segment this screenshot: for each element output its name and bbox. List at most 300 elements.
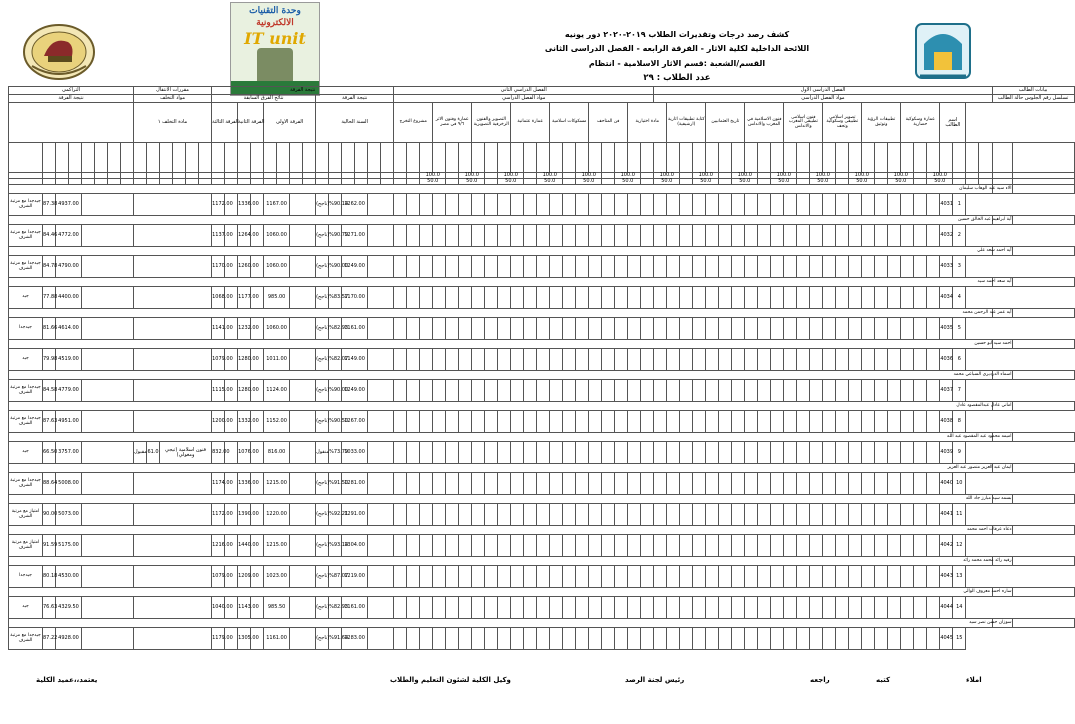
row-number: 11 bbox=[953, 504, 966, 526]
name-gap bbox=[9, 216, 993, 225]
subject-cell bbox=[901, 225, 914, 247]
subject-cell bbox=[849, 628, 862, 650]
y1-mark: 1060.00 bbox=[264, 256, 290, 278]
final-grade: جيد bbox=[9, 597, 43, 619]
header-mini bbox=[485, 143, 498, 173]
header-col-y3: الفرقة الثالثة bbox=[212, 103, 238, 143]
header-mini bbox=[875, 143, 888, 173]
subject-cell bbox=[732, 504, 745, 526]
grades-table bbox=[8, 86, 1075, 650]
total-pad bbox=[368, 473, 394, 495]
seat-number: 4045 bbox=[940, 628, 953, 650]
pct: %82.93 bbox=[329, 318, 342, 340]
y2-mark: 1440.00 bbox=[238, 535, 251, 557]
name-gap bbox=[9, 402, 993, 411]
subject-cell bbox=[810, 566, 823, 588]
subject-cell bbox=[810, 473, 823, 495]
subject-cell bbox=[693, 442, 706, 464]
subject-cell bbox=[576, 287, 589, 309]
subject-cell bbox=[641, 628, 654, 650]
subject-cell bbox=[446, 349, 459, 371]
subject-cell bbox=[888, 287, 901, 309]
subject-cell bbox=[420, 225, 433, 247]
subject-cell bbox=[706, 194, 719, 216]
subject-cell bbox=[901, 287, 914, 309]
status: (ناجح) bbox=[316, 318, 329, 340]
header-mini bbox=[134, 143, 147, 173]
subject-cell bbox=[758, 349, 771, 371]
subject-cell bbox=[888, 256, 901, 278]
subject-cell bbox=[667, 504, 680, 526]
status: (ناجح) bbox=[316, 411, 329, 433]
min-mark: 50.0 bbox=[498, 179, 524, 185]
subject-cell bbox=[407, 504, 420, 526]
final-grade: جيدجدا مع مرتبة الشرف bbox=[9, 473, 43, 495]
subject-cell bbox=[524, 194, 537, 216]
subject-cell bbox=[875, 194, 888, 216]
subject-cell bbox=[537, 442, 550, 464]
subject-cell bbox=[719, 411, 732, 433]
subject-cell bbox=[706, 256, 719, 278]
subject-cell bbox=[823, 380, 836, 402]
subject-cell bbox=[446, 194, 459, 216]
subject-cell bbox=[784, 225, 797, 247]
subject-cell bbox=[732, 380, 745, 402]
subject-cell bbox=[680, 256, 693, 278]
header-mini bbox=[459, 143, 472, 173]
subject-cell bbox=[628, 442, 641, 464]
subject-cell bbox=[472, 628, 485, 650]
header-mini bbox=[797, 143, 810, 173]
header-mini bbox=[368, 143, 381, 173]
subject-cell bbox=[446, 256, 459, 278]
subject-cell bbox=[472, 380, 485, 402]
cum-total: 4772.00 bbox=[56, 225, 82, 247]
y3-mark: 1079.00 bbox=[212, 349, 225, 371]
subject-cell bbox=[550, 504, 563, 526]
subject-cell bbox=[823, 318, 836, 340]
y1-mark: 985.00 bbox=[264, 287, 290, 309]
header-year-result: نتيجة الفرقة bbox=[212, 87, 394, 95]
subject-cell bbox=[602, 473, 615, 495]
cum-pct: 87.38 bbox=[43, 194, 56, 216]
subject-cell bbox=[693, 194, 706, 216]
subject-cell bbox=[576, 318, 589, 340]
header-subject: كتابة تطبيقات اثارية (ارشيفية) bbox=[667, 103, 706, 143]
pct: %90.14 bbox=[329, 194, 342, 216]
subject-cell bbox=[654, 380, 667, 402]
subject-cell bbox=[407, 442, 420, 464]
subject-cell bbox=[459, 566, 472, 588]
subject-cell bbox=[914, 194, 927, 216]
subject-cell bbox=[498, 194, 511, 216]
y1-mark: 1023.00 bbox=[264, 566, 290, 588]
subject-cell bbox=[706, 225, 719, 247]
seat-number: 4036 bbox=[940, 349, 953, 371]
subject-cell bbox=[472, 597, 485, 619]
subject-cell bbox=[693, 318, 706, 340]
status: (ناجح) bbox=[316, 194, 329, 216]
it-logo-line3: IT unit bbox=[244, 29, 306, 48]
subject-cell bbox=[758, 380, 771, 402]
subject-cell bbox=[862, 473, 875, 495]
subject-cell bbox=[810, 194, 823, 216]
final-grade: جيدجدا bbox=[9, 318, 43, 340]
subject-cell bbox=[498, 566, 511, 588]
cum-pad bbox=[82, 473, 134, 495]
subject-cell bbox=[485, 287, 498, 309]
subject-cell bbox=[550, 442, 563, 464]
subject-cell bbox=[589, 442, 602, 464]
header-term2: الفصل الدراسي الثانى bbox=[394, 87, 654, 95]
subject-cell bbox=[667, 225, 680, 247]
subject-cell bbox=[693, 256, 706, 278]
y1-mark: 1152.00 bbox=[264, 411, 290, 433]
subject-cell bbox=[680, 597, 693, 619]
subject-cell bbox=[862, 318, 875, 340]
subject-cell bbox=[914, 473, 927, 495]
status: (ناجح) bbox=[316, 287, 329, 309]
subject-cell bbox=[901, 628, 914, 650]
cum-pad bbox=[82, 411, 134, 433]
y2-mark: 1280.00 bbox=[238, 380, 251, 402]
student-name: ساره احمد معروف الوالي bbox=[992, 588, 1012, 597]
subject-cell bbox=[888, 597, 901, 619]
total-pad bbox=[368, 411, 394, 433]
y1-grade bbox=[290, 473, 316, 495]
student-name: دعاء عرفات احمد محمد bbox=[992, 526, 1012, 535]
subject-cell bbox=[654, 597, 667, 619]
subject-cell bbox=[602, 380, 615, 402]
header-mini bbox=[69, 143, 82, 173]
y1-grade bbox=[290, 194, 316, 216]
subject-cell bbox=[433, 504, 446, 526]
subject-cell bbox=[784, 411, 797, 433]
subject-cell bbox=[667, 411, 680, 433]
status: (ناجح) bbox=[316, 225, 329, 247]
subject-cell bbox=[797, 473, 810, 495]
row-number: 8 bbox=[953, 411, 966, 433]
subject-cell bbox=[446, 504, 459, 526]
subject-cell bbox=[667, 380, 680, 402]
subject-cell bbox=[511, 442, 524, 464]
header-mini bbox=[654, 143, 667, 173]
header-mini bbox=[628, 143, 641, 173]
cum-total: 3757.00 bbox=[56, 442, 82, 464]
header-subject: التصوير والفنون الزخرفية التصويرية bbox=[472, 103, 511, 143]
subject-cell bbox=[888, 411, 901, 433]
subject-cell bbox=[927, 287, 940, 309]
subject-cell bbox=[550, 287, 563, 309]
name-gap bbox=[9, 340, 993, 349]
subject-cell bbox=[888, 442, 901, 464]
subject-cell bbox=[732, 473, 745, 495]
subject-cell bbox=[784, 473, 797, 495]
subject-cell bbox=[901, 380, 914, 402]
header-mini bbox=[901, 143, 914, 173]
subject-cell bbox=[888, 194, 901, 216]
subject-cell bbox=[576, 380, 589, 402]
header-mini bbox=[381, 143, 394, 173]
subject-cell bbox=[602, 504, 615, 526]
subject-cell bbox=[667, 442, 680, 464]
subject-cell bbox=[433, 535, 446, 557]
total-pad bbox=[368, 442, 394, 464]
subject-cell bbox=[862, 411, 875, 433]
subject-cell bbox=[901, 194, 914, 216]
max-mark: 100.0 bbox=[459, 173, 485, 179]
student-name: احمد سيد ابو حسين bbox=[992, 340, 1012, 349]
y1-grade bbox=[290, 504, 316, 526]
subject-cell bbox=[719, 318, 732, 340]
subject-cell bbox=[498, 287, 511, 309]
header-mini bbox=[966, 143, 979, 173]
student-name: سوزان حسن نصر سيد bbox=[992, 619, 1012, 628]
subject-cell bbox=[836, 349, 849, 371]
pct: %92.21 bbox=[329, 504, 342, 526]
subject-cell bbox=[706, 411, 719, 433]
header-cumulative-sub: نتيجة الفرقة bbox=[9, 95, 134, 103]
header-mini bbox=[160, 143, 173, 173]
cum-total: 4519.00 bbox=[56, 349, 82, 371]
subject-cell bbox=[745, 318, 758, 340]
subject-cell bbox=[498, 318, 511, 340]
header-subject: فنون الاسلامية في المغرب والاندلس bbox=[745, 103, 784, 143]
subject-cell bbox=[680, 225, 693, 247]
subject-cell bbox=[875, 473, 888, 495]
subject-cell bbox=[602, 256, 615, 278]
min-mark: 50.0 bbox=[810, 179, 836, 185]
subject-cell bbox=[758, 504, 771, 526]
total-pad bbox=[368, 504, 394, 526]
cum-total: 5175.00 bbox=[56, 535, 82, 557]
subject-cell bbox=[745, 566, 758, 588]
subject-cell bbox=[628, 535, 641, 557]
subject-cell bbox=[511, 287, 524, 309]
y2-mark: 1177.00 bbox=[238, 287, 251, 309]
cum-total: 5073.00 bbox=[56, 504, 82, 526]
subject-cell bbox=[459, 287, 472, 309]
subject-cell bbox=[719, 287, 732, 309]
header-mini bbox=[719, 143, 732, 173]
cum-pct: 77.88 bbox=[43, 287, 56, 309]
header-mini bbox=[524, 143, 537, 173]
subject-cell bbox=[849, 380, 862, 402]
name-gap bbox=[9, 557, 993, 566]
subject-cell bbox=[797, 597, 810, 619]
name-spacer bbox=[1012, 588, 1074, 597]
final-grade: جيدجدا مع مرتبة الشرف bbox=[9, 194, 43, 216]
row-number: 12 bbox=[953, 535, 966, 557]
subject-cell bbox=[563, 504, 576, 526]
header-mini bbox=[888, 143, 901, 173]
pct: %83.57 bbox=[329, 287, 342, 309]
subject-cell bbox=[420, 597, 433, 619]
subject-cell bbox=[511, 411, 524, 433]
header-subject: تاريخ العثمانيين bbox=[706, 103, 745, 143]
carry-empty bbox=[134, 566, 212, 588]
seat-number: 4037 bbox=[940, 380, 953, 402]
cum-total: 4937.00 bbox=[56, 194, 82, 216]
subject-cell bbox=[719, 442, 732, 464]
subject-cell bbox=[745, 256, 758, 278]
sheet-title: كشف رصد درجات وتقديرات الطلاب ٢٠١٩-٢٠٢٠ دور يونيه bbox=[564, 30, 790, 39]
row-number: 3 bbox=[953, 256, 966, 278]
student-name: رقيه رائد محمد محمد رائد bbox=[992, 557, 1012, 566]
footer-dictation: املاء bbox=[966, 676, 982, 684]
subject-cell bbox=[446, 287, 459, 309]
subject-cell bbox=[693, 628, 706, 650]
it-unit-logo bbox=[230, 2, 320, 96]
subject-cell bbox=[589, 318, 602, 340]
subject-cell bbox=[394, 287, 407, 309]
subject-cell bbox=[498, 256, 511, 278]
subject-cell bbox=[745, 287, 758, 309]
subject-cell bbox=[628, 566, 641, 588]
subject-cell bbox=[589, 597, 602, 619]
y1-mark: 1215.00 bbox=[264, 473, 290, 495]
subject-cell bbox=[875, 628, 888, 650]
subject-cell bbox=[589, 380, 602, 402]
header-mini bbox=[9, 143, 43, 173]
cum-pct: 80.18 bbox=[43, 566, 56, 588]
seat-number: 4041 bbox=[940, 504, 953, 526]
header-subject: عمارة وسكوكية حضارية bbox=[901, 103, 940, 143]
subject-cell bbox=[433, 225, 446, 247]
subject-cell bbox=[641, 566, 654, 588]
seat-number: 4043 bbox=[940, 566, 953, 588]
header-mini bbox=[43, 143, 56, 173]
subject-cell bbox=[615, 287, 628, 309]
subject-cell bbox=[537, 287, 550, 309]
subject-cell bbox=[732, 628, 745, 650]
subject-cell bbox=[693, 504, 706, 526]
subject-cell bbox=[433, 597, 446, 619]
subject-cell bbox=[693, 473, 706, 495]
subject-cell bbox=[706, 349, 719, 371]
subject-cell bbox=[563, 225, 576, 247]
total-pad bbox=[368, 535, 394, 557]
cum-pad bbox=[82, 597, 134, 619]
subject-cell bbox=[849, 566, 862, 588]
subject-cell bbox=[446, 535, 459, 557]
subject-cell bbox=[706, 597, 719, 619]
carry-status: مقبول bbox=[134, 442, 147, 464]
max-mark: 100.0 bbox=[654, 173, 680, 179]
header-subject: عمارة عثمانية bbox=[511, 103, 550, 143]
subject-cell bbox=[693, 287, 706, 309]
subject-cell bbox=[433, 349, 446, 371]
header-mini bbox=[511, 143, 524, 173]
seat-number: 4044 bbox=[940, 597, 953, 619]
subject-cell bbox=[472, 225, 485, 247]
header-mini bbox=[277, 143, 290, 173]
subject-cell bbox=[862, 287, 875, 309]
subject-cell bbox=[836, 256, 849, 278]
subject-cell bbox=[758, 535, 771, 557]
total-pad bbox=[368, 256, 394, 278]
y1-grade bbox=[290, 287, 316, 309]
subject-cell bbox=[628, 318, 641, 340]
subject-cell bbox=[680, 287, 693, 309]
subject-cell bbox=[563, 442, 576, 464]
seat-number: 4038 bbox=[940, 411, 953, 433]
subject-cell bbox=[836, 628, 849, 650]
header-mini bbox=[641, 143, 654, 173]
cum-pct: 76.63 bbox=[43, 597, 56, 619]
subject-cell bbox=[667, 628, 680, 650]
subject-cell bbox=[563, 597, 576, 619]
row-number: 2 bbox=[953, 225, 966, 247]
student-name: اماني عادل عبدالمقصود عادل bbox=[992, 402, 1012, 411]
subject-cell bbox=[472, 473, 485, 495]
max-mark: 100.0 bbox=[927, 173, 953, 179]
header-mini bbox=[862, 143, 875, 173]
subject-cell bbox=[914, 597, 927, 619]
subject-cell bbox=[693, 566, 706, 588]
carry-empty bbox=[134, 473, 212, 495]
subject-cell bbox=[823, 566, 836, 588]
subject-cell bbox=[459, 349, 472, 371]
row-number: 9 bbox=[953, 442, 966, 464]
subject-cell bbox=[719, 349, 732, 371]
cum-pad bbox=[82, 504, 134, 526]
pct: %90.00 bbox=[329, 380, 342, 402]
subject-cell bbox=[875, 349, 888, 371]
subject-cell bbox=[563, 256, 576, 278]
subject-cell bbox=[771, 349, 784, 371]
subject-cell bbox=[602, 597, 615, 619]
subject-cell bbox=[420, 473, 433, 495]
name-gap bbox=[9, 588, 993, 597]
subject-cell bbox=[472, 318, 485, 340]
subject-cell bbox=[641, 380, 654, 402]
subject-cell bbox=[420, 442, 433, 464]
subject-cell bbox=[563, 411, 576, 433]
cum-pad bbox=[82, 380, 134, 402]
subject-cell bbox=[914, 318, 927, 340]
subject-cell bbox=[810, 535, 823, 557]
subject-cell bbox=[758, 597, 771, 619]
subject-cell bbox=[524, 256, 537, 278]
subject-cell bbox=[836, 442, 849, 464]
subject-cell bbox=[511, 256, 524, 278]
subject-cell bbox=[823, 442, 836, 464]
subject-cell bbox=[537, 473, 550, 495]
subject-cell bbox=[901, 442, 914, 464]
subject-cell bbox=[602, 287, 615, 309]
subject-cell bbox=[537, 411, 550, 433]
subject-cell bbox=[576, 597, 589, 619]
subject-cell bbox=[459, 411, 472, 433]
subject-cell bbox=[420, 504, 433, 526]
subject-cell bbox=[615, 256, 628, 278]
y3-mark: 1200.00 bbox=[212, 411, 225, 433]
subject-cell bbox=[810, 442, 823, 464]
subject-cell bbox=[511, 318, 524, 340]
subject-cell bbox=[485, 225, 498, 247]
subject-cell bbox=[498, 504, 511, 526]
name-gap bbox=[9, 185, 993, 194]
header-subject: مادة اختيارية bbox=[628, 103, 667, 143]
subject-cell bbox=[823, 349, 836, 371]
subject-cell bbox=[420, 287, 433, 309]
header-col-y1: الفرقة الاولى bbox=[264, 103, 316, 143]
header-mini bbox=[914, 143, 927, 173]
subject-cell bbox=[446, 318, 459, 340]
y2-mark: 1336.00 bbox=[238, 194, 251, 216]
subject-cell bbox=[784, 256, 797, 278]
